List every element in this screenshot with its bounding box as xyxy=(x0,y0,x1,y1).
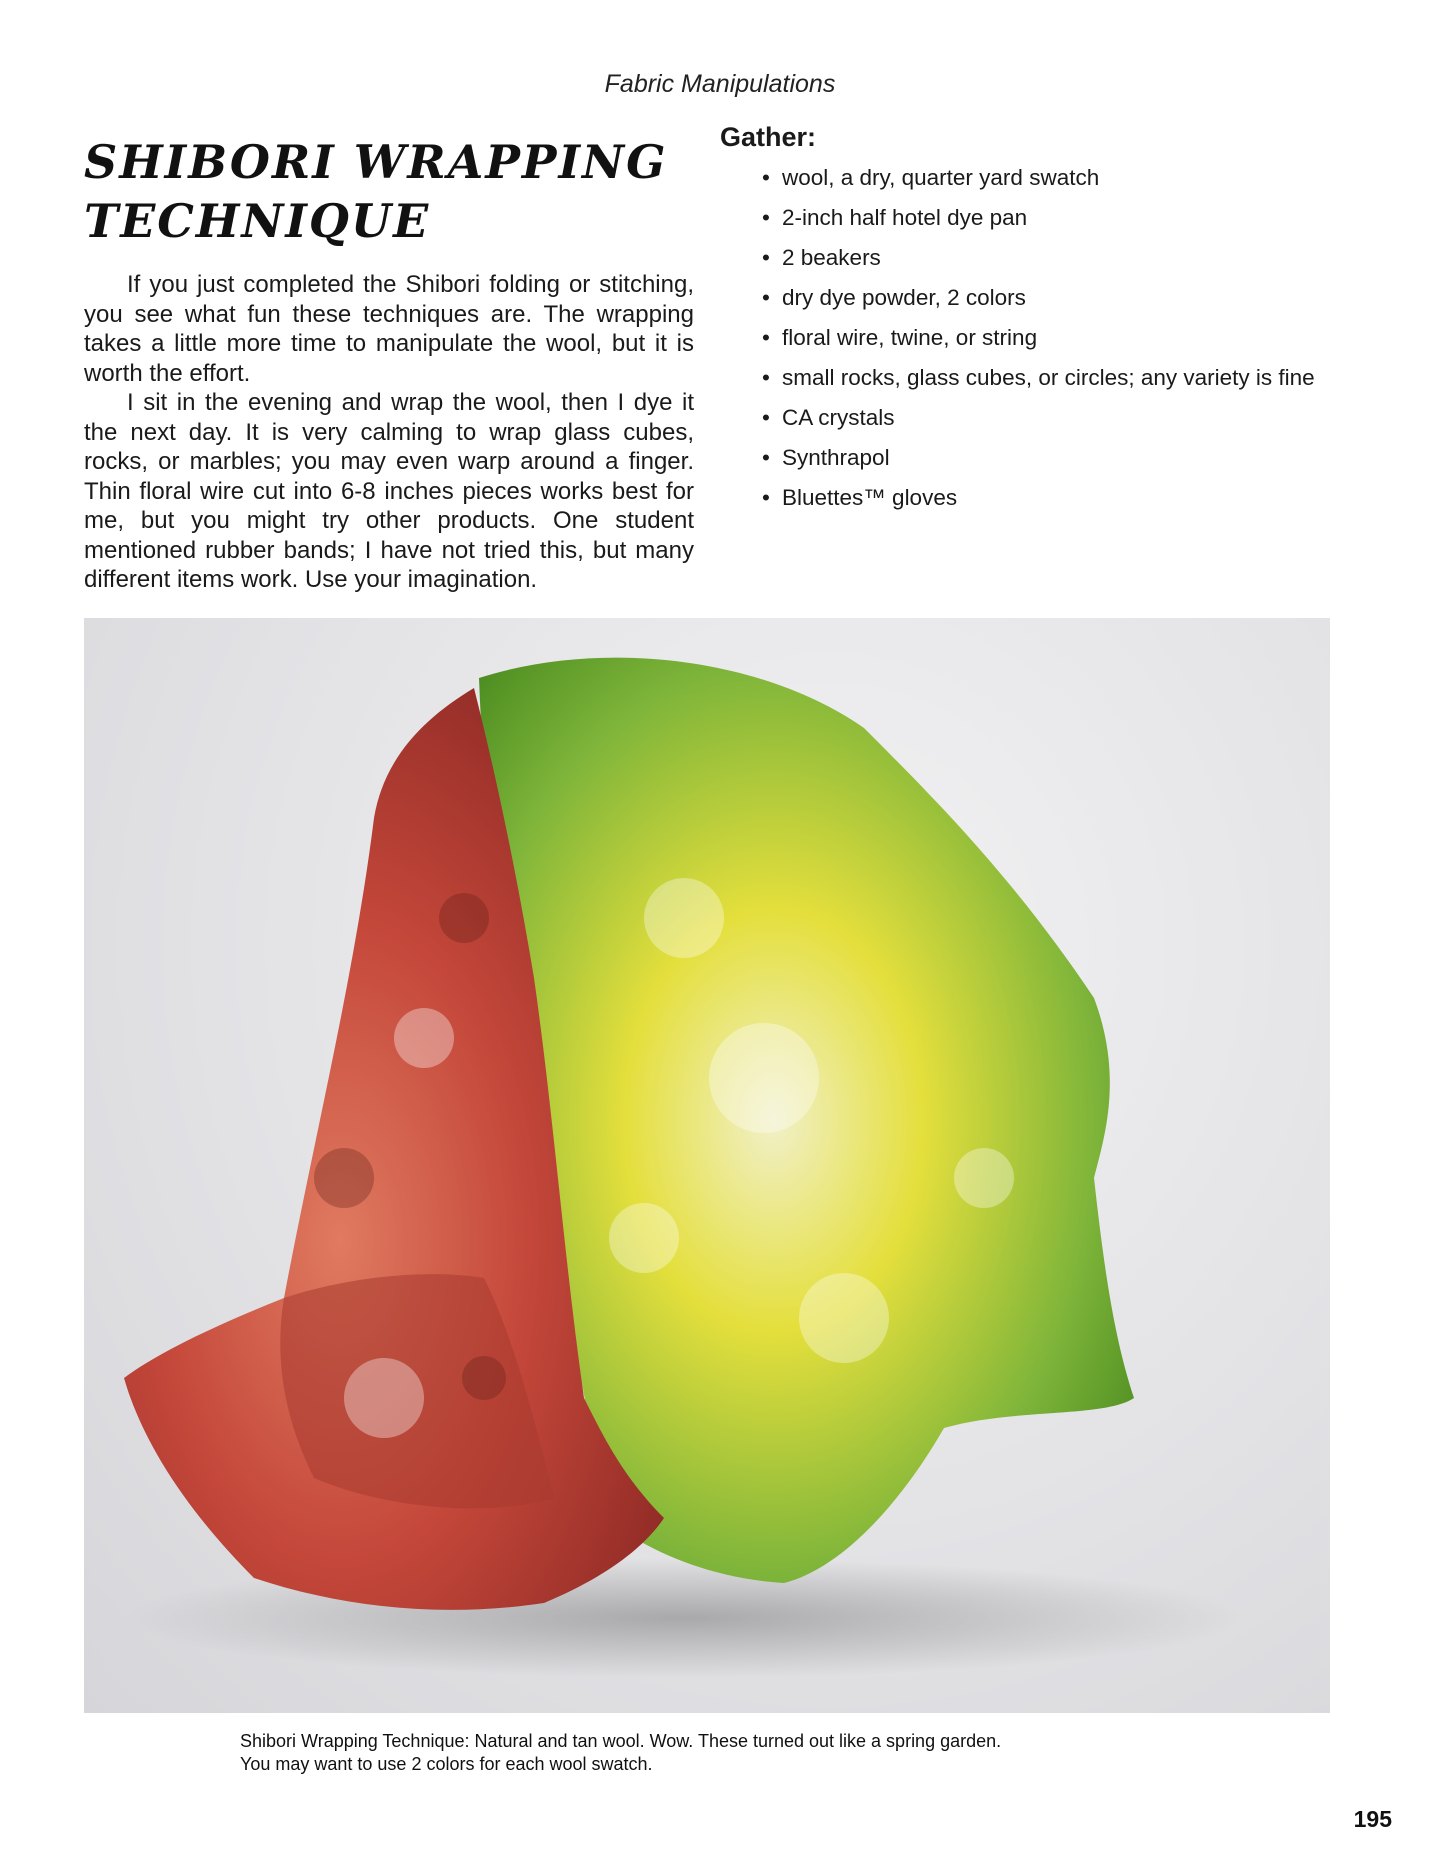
gather-heading: Gather: xyxy=(720,122,817,152)
gather-list-section xyxy=(720,122,1340,525)
body-paragraph-1: If you just completed the Shibori folding or stitching, you see what fun these techniques are. The wrapping takes a little more time to manipulate the wool, but it is worth the effort. xyxy=(84,271,694,387)
caption-line-1: Shibori Wrapping Technique: Natural and tan wool. Wow. These turned out like a spring garden. xyxy=(240,1731,1002,1751)
gather-list xyxy=(720,165,1340,510)
body-paragraph-2: I sit in the evening and wrap the wool, then I dye it the next day. It is very calming to wrap glass cubes, rocks, or marbles; you may even warp around a finger. Thin floral wire cut into 6-8 inches pieces works best for me, but you might try other products. One student mentioned rubber bands; I have not tried this, but many different items work. Use your imagination. xyxy=(84,389,694,593)
body-text xyxy=(84,270,694,595)
gather-item: • 2-inch half hotel dye pan xyxy=(762,205,1340,230)
fabric-illustration xyxy=(84,618,1330,1713)
caption-line-2: You may want to use 2 colors for each wool swatch. xyxy=(240,1754,653,1774)
running-head: Fabric Manipulations xyxy=(604,70,836,98)
gather-item: • Bluettes™ gloves xyxy=(762,485,1340,510)
title-line-2: TECHNIQUE xyxy=(84,194,431,248)
gather-item: • 2 beakers xyxy=(762,245,1340,270)
page-title xyxy=(84,133,724,251)
title-line-1: SHIBORI WRAPPING xyxy=(84,135,668,189)
gather-item: • small rocks, glass cubes, or circles; any variety is fine xyxy=(762,365,1340,390)
gather-item: • wool, a dry, quarter yard swatch xyxy=(762,165,1340,190)
gather-item: • dry dye powder, 2 colors xyxy=(762,285,1340,310)
gather-item: • floral wire, twine, or string xyxy=(762,325,1340,350)
gather-item: • CA crystals xyxy=(762,405,1340,430)
fabric-photo xyxy=(84,618,1330,1713)
page-number: 195 xyxy=(1353,1806,1392,1832)
figure-caption xyxy=(240,1730,1140,1776)
gather-item: • Synthrapol xyxy=(762,445,1340,470)
